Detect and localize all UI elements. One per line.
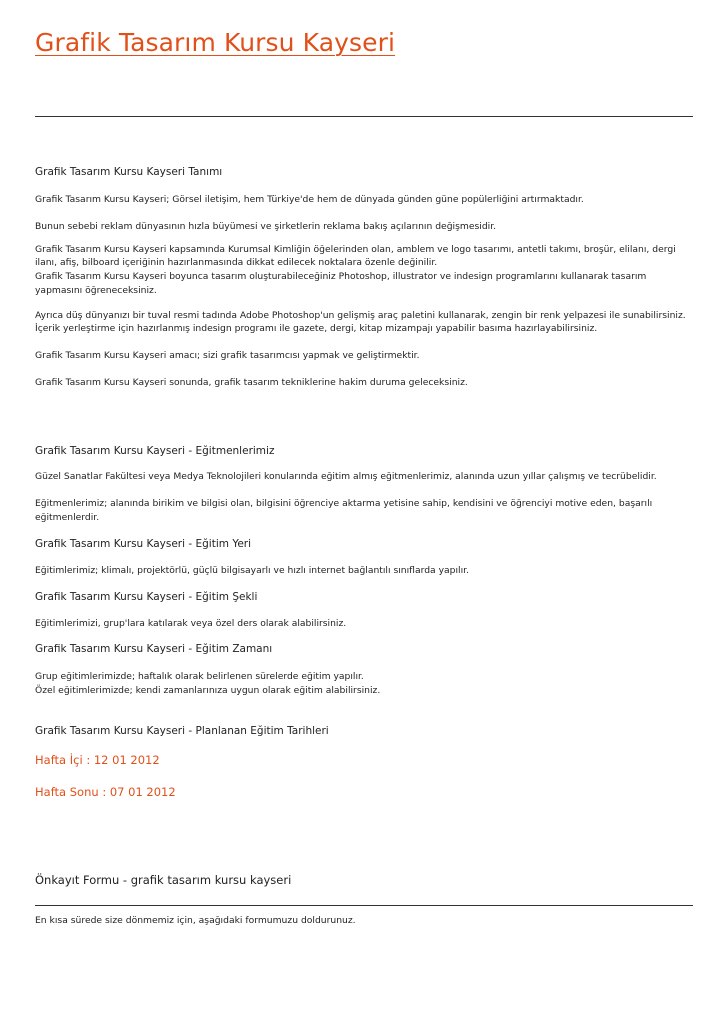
paragraph-text: eğitmenlerdir. [35, 512, 100, 523]
paragraph-text: Grafik Tasarım Kursu Kayseri sonunda, grafik tasarım tekniklerine hakim duruma geleceksiniz. [35, 377, 468, 388]
paragraph-text: Eğitimlerimizi, grup'lara katılarak veya özel ders olarak alabilirsiniz. [35, 618, 347, 629]
section-heading-egitmenler: Grafik Tasarım Kursu Kayseri - Eğitmenlerimiz [35, 445, 275, 457]
paragraph-text: Grafik Tasarım Kursu Kayseri kapsamında Kurumsal Kimliğin öğelerinden olan, amblem ve logo tasarımı, antetli takımı, broşür, elilanı, dergi [35, 244, 676, 255]
page-title: Grafik Tasarım Kursu Kayseri [35, 28, 396, 57]
title-divider [35, 116, 693, 117]
section-heading-egitim-yeri: Grafik Tasarım Kursu Kayseri - Eğitim Yeri [35, 538, 252, 550]
paragraph-text: yapmasını öğreneceksiniz. [35, 285, 157, 296]
paragraph-text: Ayrıca düş dünyanızı bir tuval resmi tadında Adobe Photoshop'un gelişmiş araç paletini kullanarak, zengin bir renk yelpazesi ile sunabilirsiniz. [35, 310, 686, 321]
weekend-date: Hafta Sonu : 07 01 2012 [35, 785, 176, 799]
weekday-date: Hafta İçi : 12 01 2012 [35, 753, 160, 767]
paragraph-text: Grafik Tasarım Kursu Kayseri; Görsel iletişim, hem Türkiye'de hem de dünyada günden güne popülerliğini artırmaktadır. [35, 194, 584, 205]
paragraph-text: Grafik Tasarım Kursu Kayseri amacı; sizi grafik tasarımcısı yapmak ve geliştirmektir. [35, 350, 420, 361]
paragraph-text: Grafik Tasarım Kursu Kayseri boyunca tasarım oluşturabileceğiniz Photoshop, illustrator ve indesign programlarını kullanarak tasarım [35, 271, 647, 282]
paragraph-text: Eğitmenlerimiz; alanında birikim ve bilgisi olan, bilgisini öğrenciye aktarma yetisine sahip, kendisini ve öğrenciyi motive eden, başarılı [35, 498, 653, 509]
section-heading-tanim: Grafik Tasarım Kursu Kayseri Tanımı [35, 166, 223, 178]
form-divider [35, 905, 693, 906]
paragraph-text: Özel eğitimlerimizde; kendi zamanlarınıza uygun olarak eğitim alabilirsiniz. [35, 685, 381, 696]
paragraph-text: Eğitimlerimiz; klimalı, projektörlü, güçlü bilgisayarlı ve hızlı internet bağlantılı sınıflarda yapılır. [35, 565, 469, 576]
paragraph-text: ilanı, afiş, bilboard içeriğinin hazırlanmasında dikkat edilecek noktalara özenle değinilir. [35, 257, 438, 268]
section-heading-egitim-tarihleri: Grafik Tasarım Kursu Kayseri - Planlanan Eğitim Tarihleri [35, 725, 329, 737]
section-heading-onkayit: Önkayıt Formu - grafik tasarım kursu kayseri [35, 873, 292, 887]
paragraph-text: Bunun sebebi reklam dünyasının hızla büyümesi ve şirketlerin reklama bakış açılarının değişmesidir. [35, 221, 497, 232]
section-heading-egitim-zamani: Grafik Tasarım Kursu Kayseri - Eğitim Zamanı [35, 643, 273, 655]
section-heading-egitim-sekli: Grafik Tasarım Kursu Kayseri - Eğitim Şekli [35, 591, 258, 603]
paragraph-text: İçerik yerleştirme için hazırlanmış indesign programı ile gazete, dergi, kitap mizampajı yapabilir basıma hazırlayabilirsiniz. [35, 323, 598, 334]
paragraph-text: Güzel Sanatlar Fakültesi veya Medya Teknolojileri konularında eğitim almış eğitmenlerimiz, alanında uzun yıllar çalışmış ve tecrübelidir. [35, 471, 657, 482]
paragraph-text: En kısa sürede size dönmemiz için, aşağıdaki formumuzu doldurunuz. [35, 915, 356, 926]
paragraph-text: Grup eğitimlerimizde; haftalık olarak belirlenen sürelerde eğitim yapılır. [35, 671, 364, 682]
